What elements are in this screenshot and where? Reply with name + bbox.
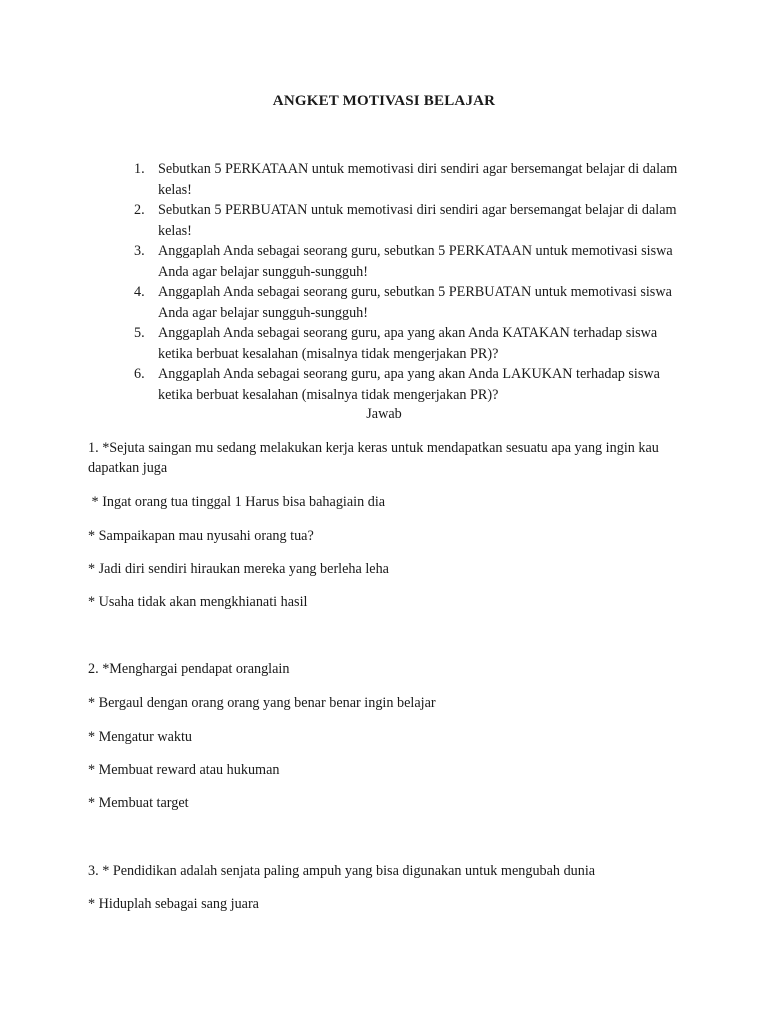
answer-line: * Ingat orang tua tinggal 1 Harus bisa bahagiain dia bbox=[88, 494, 386, 510]
question-number: 1. bbox=[134, 161, 145, 177]
question-list bbox=[134, 159, 682, 405]
question-item bbox=[134, 241, 682, 282]
answer-line: * Sampaikapan mau nyusahi orang tua? bbox=[88, 528, 314, 544]
answer-line: * Membuat target bbox=[88, 795, 189, 811]
answer-line: * Bergaul dengan orang orang yang benar benar ingin belajar bbox=[88, 695, 436, 711]
question-number: 5. bbox=[134, 325, 145, 341]
question-item bbox=[134, 323, 682, 364]
question-number: 2. bbox=[134, 202, 145, 218]
question-text: Sebutkan 5 PERKATAAN untuk memotivasi diri sendiri agar bersemangat belajar di dalam kelas! bbox=[158, 161, 678, 198]
answer-line: 1. *Sejuta saingan mu sedang melakukan kerja keras untuk mendapatkan sesuatu apa yang ingin kau dapatkan juga bbox=[88, 440, 659, 476]
jawab-heading: Jawab bbox=[366, 406, 402, 422]
answer-line: * Usaha tidak akan mengkhianati hasil bbox=[88, 594, 308, 610]
answer-line: 2. *Menghargai pendapat oranglain bbox=[88, 661, 290, 677]
question-item bbox=[134, 159, 682, 200]
question-text: Anggaplah Anda sebagai seorang guru, sebutkan 5 PERBUATAN untuk memotivasi siswa Anda agar belajar sungguh-sungguh! bbox=[158, 284, 672, 321]
answer-line: * Membuat reward atau hukuman bbox=[88, 762, 280, 778]
answer-line: * Jadi diri sendiri hiraukan mereka yang berleha leha bbox=[88, 561, 389, 577]
answer-line: 3. * Pendidikan adalah senjata paling ampuh yang bisa digunakan untuk mengubah dunia bbox=[88, 863, 596, 879]
question-text: Anggaplah Anda sebagai seorang guru, apa yang akan Anda KATAKAN terhadap siswa ketika berbuat kesalahan (misalnya tidak mengerjakan PR)? bbox=[158, 325, 658, 362]
question-number: 6. bbox=[134, 366, 145, 382]
question-item bbox=[134, 364, 682, 405]
question-number: 4. bbox=[134, 284, 145, 300]
question-text: Sebutkan 5 PERBUATAN untuk memotivasi diri sendiri agar bersemangat belajar di dalam kelas! bbox=[158, 202, 677, 239]
answer-line: * Mengatur waktu bbox=[88, 729, 193, 745]
question-text: Anggaplah Anda sebagai seorang guru, apa yang akan Anda LAKUKAN terhadap siswa ketika berbuat kesalahan (misalnya tidak mengerjakan PR)? bbox=[158, 366, 660, 403]
question-number: 3. bbox=[134, 243, 145, 259]
answer-line: * Hiduplah sebagai sang juara bbox=[88, 896, 259, 912]
document-title: ANGKET MOTIVASI BELAJAR bbox=[272, 93, 496, 109]
question-text: Anggaplah Anda sebagai seorang guru, sebutkan 5 PERKATAAN untuk memotivasi siswa Anda agar belajar sungguh-sungguh! bbox=[158, 243, 673, 280]
question-item bbox=[134, 282, 682, 323]
question-item bbox=[134, 200, 682, 241]
